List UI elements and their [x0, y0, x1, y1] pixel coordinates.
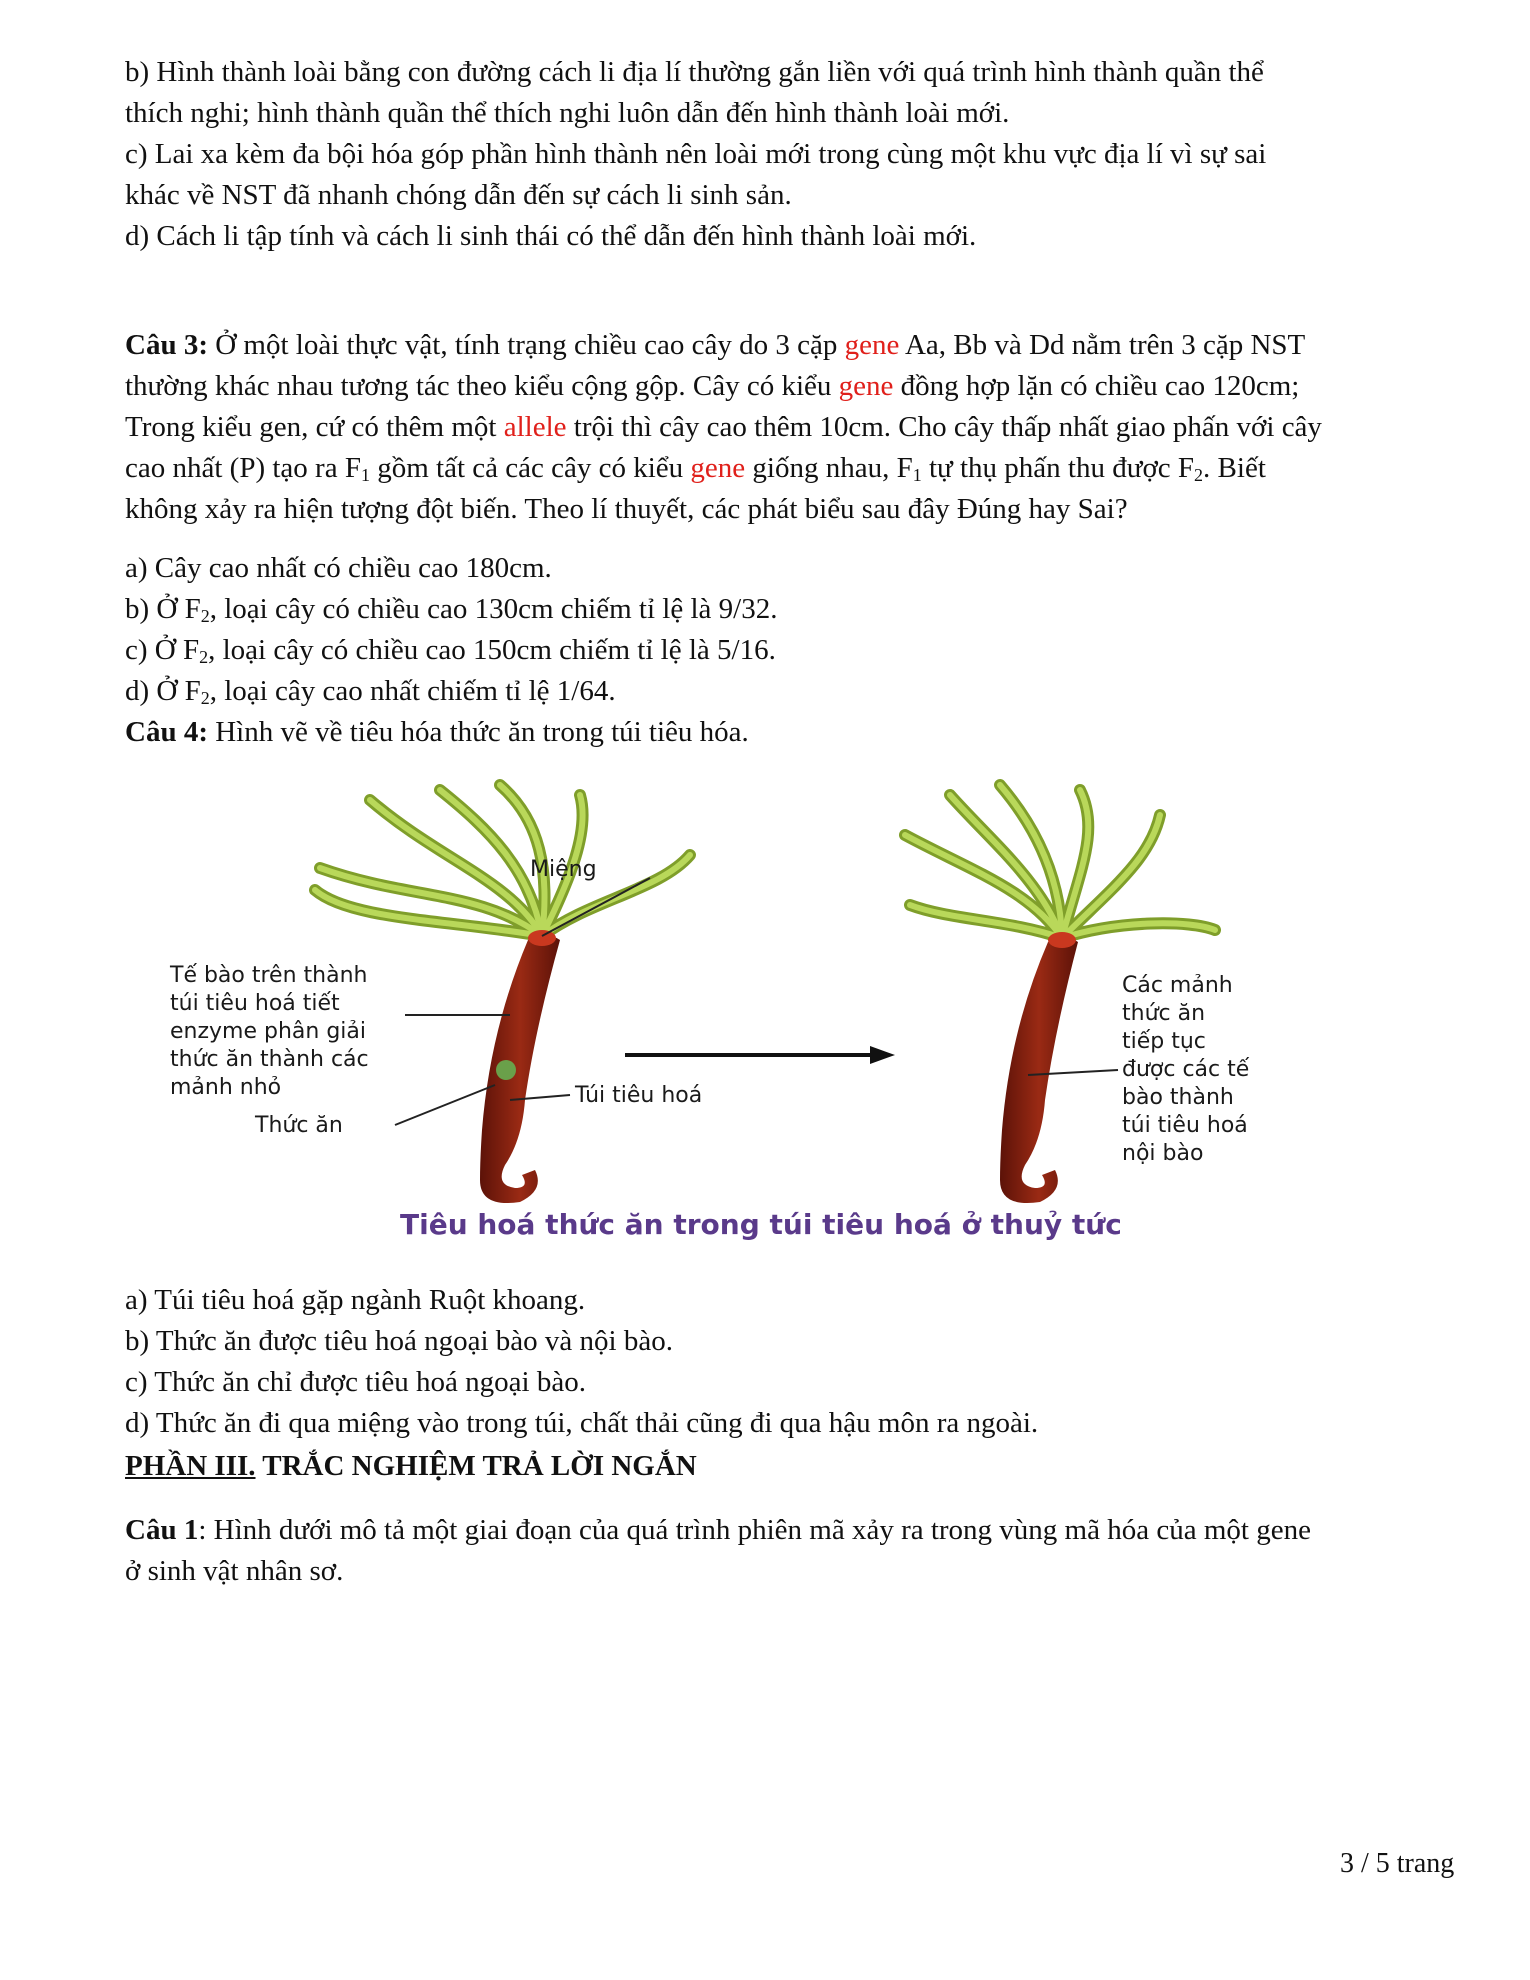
q4-line: Câu 4: Hình vẽ về tiêu hóa thức ăn trong túi tiêu hóa. [125, 716, 749, 748]
hydra-digestion-figure [150, 770, 1310, 1260]
label-pieces-line2: thức ăn [1122, 1001, 1206, 1026]
arrow-head [870, 1046, 895, 1064]
q3-option-c: c) Ở $F_2$, loại cây có chiều cao 150cm chiếm tỉ lệ là 5/16. [125, 634, 776, 667]
label-pieces-line5: bào thành [1122, 1085, 1234, 1110]
q3-line1: Câu 3: Ở một loài thực vật, tính trạng chiều cao cây do 3 cặp gene Aa, Bb và Dd nằm trên 3 cặp NST [125, 329, 1306, 361]
q3-option-a: a) Cây cao nhất có chiều cao 180cm. [125, 552, 552, 584]
label-cell-line2: túi tiêu hoá tiết [170, 991, 340, 1016]
q2-option-b-line2: thích nghi; hình thành quần thể thích nghi luôn dẫn đến hình thành loài mới. [125, 97, 1010, 129]
figure-caption: Tiêu hoá thức ăn trong túi tiêu hoá ở thuỷ tức [400, 1208, 1122, 1241]
part3-q1-label: Câu 1 [125, 1514, 199, 1546]
label-cell-line1: Tế bào trên thành [170, 963, 368, 988]
label-pieces-line3: tiếp tục [1122, 1029, 1206, 1054]
label-mouth: Miệng [530, 857, 597, 882]
highlight-gene: gene [844, 329, 900, 361]
label-digestive-sac: Túi tiêu hoá [575, 1083, 703, 1108]
q2-option-c-line1: c) Lai xa kèm đa bội hóa góp phần hình thành nên loài mới trong cùng một khu vực địa lí vì sự sai [125, 138, 1267, 170]
q4-option-b: b) Thức ăn được tiêu hoá ngoại bào và nội bào. [125, 1325, 673, 1357]
q4-option-a: a) Túi tiêu hoá gặp ngành Ruột khoang. [125, 1284, 586, 1316]
q3-line5: không xảy ra hiện tượng đột biến. Theo lí thuyết, các phát biểu sau đây Đúng hay Sai? [125, 493, 1128, 525]
q2-option-b-line1: b) Hình thành loài bằng con đường cách li địa lí thường gắn liền với quá trình hình thành quần thể [125, 56, 1264, 88]
label-cell-line4: thức ăn thành các [170, 1047, 369, 1072]
label-pieces-line6: túi tiêu hoá [1122, 1113, 1248, 1138]
q4-option-d: d) Thức ăn đi qua miệng vào trong túi, chất thải cũng đi qua hậu môn ra ngoài. [125, 1407, 1039, 1439]
right-hydra-body [1000, 937, 1078, 1203]
q4-label: Câu 4: [125, 716, 208, 748]
page-number: 3 / 5 trang [1340, 1848, 1455, 1879]
q3-line3: Trong kiểu gen, cứ có thêm một allele trội thì cây cao thêm 10cm. Cho cây thấp nhất giao phấn với cây [125, 411, 1322, 443]
highlight-gene: gene [690, 452, 746, 484]
highlight-gene: gene [838, 370, 894, 402]
label-cell-line3: enzyme phân giải [170, 1019, 367, 1044]
label-pieces-line4: được các tế [1122, 1057, 1250, 1082]
food-particle [496, 1060, 516, 1080]
label-pieces-line7: nội bào [1122, 1141, 1204, 1166]
q3-option-b: b) Ở $F_2$, loại cây có chiều cao 130cm chiếm tỉ lệ là 9/32. [125, 593, 778, 626]
q3-line4: cao nhất (P) tạo ra $F_1$ gồm tất cả các cây có kiểu gene giống nhau, $F_1$ tự thụ phấn thu được $F_2$. Biết [125, 452, 1266, 485]
q4-option-c: c) Thức ăn chỉ được tiêu hoá ngoại bào. [125, 1366, 586, 1398]
part3-heading: PHẦN III. TRẮC NGHIỆM TRẢ LỜI NGẮN [125, 1450, 697, 1482]
part3-q1-line2: ở sinh vật nhân sơ. [125, 1555, 344, 1587]
label-pieces-line1: Các mảnh [1122, 973, 1233, 998]
q3-line2: thường khác nhau tương tác theo kiểu cộng gộp. Cây có kiểu gene đồng hợp lặn có chiều cao 120cm; [125, 370, 1300, 402]
q3-label: Câu 3: [125, 329, 208, 361]
q2-option-c-line2: khác về NST đã nhanh chóng dẫn đến sự cách li sinh sản. [125, 179, 792, 211]
highlight-allele: allele [503, 411, 567, 443]
q3-option-d: d) Ở $F_2$, loại cây cao nhất chiếm tỉ lệ 1/64. [125, 675, 616, 708]
label-food: Thức ăn [255, 1113, 343, 1138]
part3-q1-line1: Câu 1: Hình dưới mô tả một giai đoạn của quá trình phiên mã xảy ra trong vùng mã hóa của một gene [125, 1514, 1311, 1546]
q2-option-d: d) Cách li tập tính và cách li sinh thái có thể dẫn đến hình thành loài mới. [125, 220, 977, 252]
left-hydra-body [480, 935, 560, 1203]
label-cell-line5: mảnh nhỏ [170, 1075, 282, 1100]
